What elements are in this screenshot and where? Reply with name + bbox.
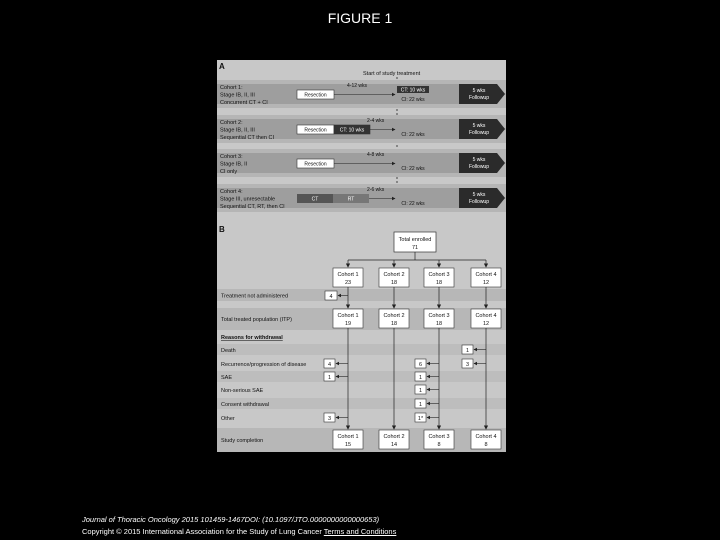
reason-label: Consent withdrawal	[221, 402, 269, 408]
followup-weeks: 5 wks	[472, 192, 486, 198]
cohort-text: Stage IB, II	[220, 161, 248, 168]
cohort-text: Cohort 1:	[220, 85, 243, 91]
followup-label: Followup	[468, 95, 490, 101]
journal-citation: Journal of Thoracic Oncology 2015 101459-1467DOI: (10.1097/JTO.0000000000000653)	[82, 515, 380, 524]
reason-band	[217, 371, 506, 382]
reason-row	[217, 398, 506, 409]
followup-arrow	[459, 84, 505, 104]
withdrawal-count: 1	[327, 375, 332, 381]
interval-label: 2-6 wks	[367, 187, 385, 193]
panel-b-label: B	[219, 225, 225, 234]
withdrawal-count: 1*	[417, 416, 424, 422]
ci-duration-label: CI: 22 wks	[401, 97, 425, 103]
reason-label: Death	[221, 348, 236, 354]
reason-label: Other	[221, 416, 235, 422]
followup-label: Followup	[468, 199, 490, 205]
cohort-row-2	[217, 115, 506, 143]
treated-cohort-value: 18	[435, 321, 443, 327]
resection-label: Resection	[304, 161, 327, 168]
cohort-row-1	[217, 80, 506, 108]
figure-title: FIGURE 1	[327, 10, 393, 26]
completion-label: Study completion	[221, 438, 264, 444]
ci-duration-label: CI: 22 wks	[401, 132, 425, 138]
not-administered-label: Treatment not administered	[221, 293, 289, 300]
cohort-row-3	[217, 149, 506, 177]
itp-label: Total treated population (ITP)	[221, 317, 292, 323]
completed-cohort-label: Cohort 1	[337, 434, 359, 440]
cohort-text: Cohort 4:	[220, 189, 243, 195]
completed-cohort-label: Cohort 3	[428, 434, 450, 440]
enrolled-cohort-value: 12	[482, 280, 490, 286]
start-label: Start of study treatment	[363, 71, 421, 77]
reason-label: Recurrence/progression of disease	[221, 362, 307, 368]
reason-label: SAE	[221, 375, 233, 381]
reason-band	[217, 412, 506, 423]
completed-cohort-value: 8	[484, 442, 488, 448]
enrolled-cohort-label: Cohort 3	[428, 272, 450, 278]
cohort-row-4	[217, 184, 506, 212]
enrolled-cohort-value: 23	[344, 280, 352, 286]
completed-cohort-label: Cohort 2	[383, 434, 405, 440]
treated-cohort-value: 19	[344, 321, 352, 327]
ct-duration-label: CT: 10 wks	[400, 87, 426, 94]
ci-duration-label: CI: 22 wks	[401, 201, 425, 207]
reason-label: Non-serious SAE	[221, 388, 264, 394]
resection-label: Resection	[304, 127, 327, 134]
ci-duration-label: CI: 22 wks	[401, 166, 425, 172]
withdrawal-count: 3	[465, 362, 470, 368]
reason-row	[217, 412, 506, 423]
withdrawal-count: 3	[327, 416, 332, 422]
enrolled-cohort-value: 18	[435, 280, 443, 286]
withdrawal-count: 4	[327, 362, 332, 368]
enrolled-cohort-label: Cohort 4	[475, 272, 497, 278]
copyright-line	[82, 526, 396, 538]
treated-cohort-label: Cohort 1	[337, 313, 359, 319]
withdrawal-count: 1	[418, 388, 423, 394]
followup-weeks: 5 wks	[472, 157, 486, 163]
reasons-header: Reasons for withdrawal	[221, 335, 283, 341]
treated-cohort-label: Cohort 2	[383, 313, 405, 319]
followup-label: Followup	[468, 164, 490, 170]
treated-cohort-label: Cohort 3	[428, 313, 450, 319]
withdrawal-count: 1	[418, 402, 423, 408]
withdrawal-count: 1	[465, 348, 470, 354]
figure-panel	[217, 60, 506, 452]
reason-row	[217, 371, 506, 382]
treated-cohort-value: 12	[482, 321, 490, 327]
panel-a-label: A	[219, 62, 225, 71]
cohort-text: Concurrent CT + CI	[220, 100, 268, 106]
followup-arrow	[459, 153, 505, 173]
withdrawal-count: 6	[418, 362, 423, 368]
completed-cohort-label: Cohort 4	[475, 434, 497, 440]
not-administered-count: 4	[329, 294, 333, 300]
total-enrolled-value: 71	[411, 245, 419, 251]
flow-diagram	[217, 60, 506, 452]
followup-weeks: 5 wks	[472, 123, 486, 129]
completed-cohort-value: 15	[344, 442, 352, 448]
enrolled-cohort-label: Cohort 1	[337, 272, 359, 278]
terms-link[interactable]: Terms and Conditions	[323, 527, 397, 536]
interval-label: 2-4 wks	[367, 118, 385, 124]
withdrawal-count: 1	[418, 375, 423, 381]
interval-label: 4-8 wks	[367, 152, 385, 158]
cohort-text: Stage III, unresectable	[220, 196, 276, 203]
interval-label: 4-12 wks	[347, 83, 368, 89]
followup-arrow	[459, 188, 505, 208]
ct-bar-label: CT	[311, 196, 319, 203]
cohort-text: Cohort 3:	[220, 154, 243, 160]
treated-cohort-value: 18	[390, 321, 398, 327]
cohort-text: Stage IB, II, III	[220, 92, 255, 99]
reason-row	[217, 384, 506, 395]
completed-cohort-value: 8	[437, 442, 441, 448]
enrolled-cohort-label: Cohort 2	[383, 272, 405, 278]
cohort-text: Sequential CT then CI	[220, 135, 275, 141]
ct-box-label: CT: 10 wks	[339, 127, 365, 134]
followup-arrow	[459, 119, 505, 139]
completed-cohort-value: 14	[390, 442, 398, 448]
enrolled-cohort-value: 18	[390, 280, 398, 286]
cohort-text: Stage IB, II, III	[220, 127, 255, 134]
total-enrolled-label: Total enrolled	[398, 237, 432, 243]
footer	[82, 514, 396, 538]
followup-weeks: 5 wks	[472, 88, 486, 94]
cohort-text: CI only	[220, 169, 238, 175]
cohort-text: Cohort 2:	[220, 120, 243, 126]
copyright-text: Copyright © 2015 International Association for the Study of Lung Cancer	[82, 527, 322, 536]
resection-label: Resection	[304, 92, 327, 99]
followup-label: Followup	[468, 130, 490, 136]
cohort-text: Sequential CT, RT, then CI	[220, 204, 285, 210]
rt-bar-label: RT	[347, 196, 355, 203]
treated-cohort-label: Cohort 4	[475, 313, 497, 319]
